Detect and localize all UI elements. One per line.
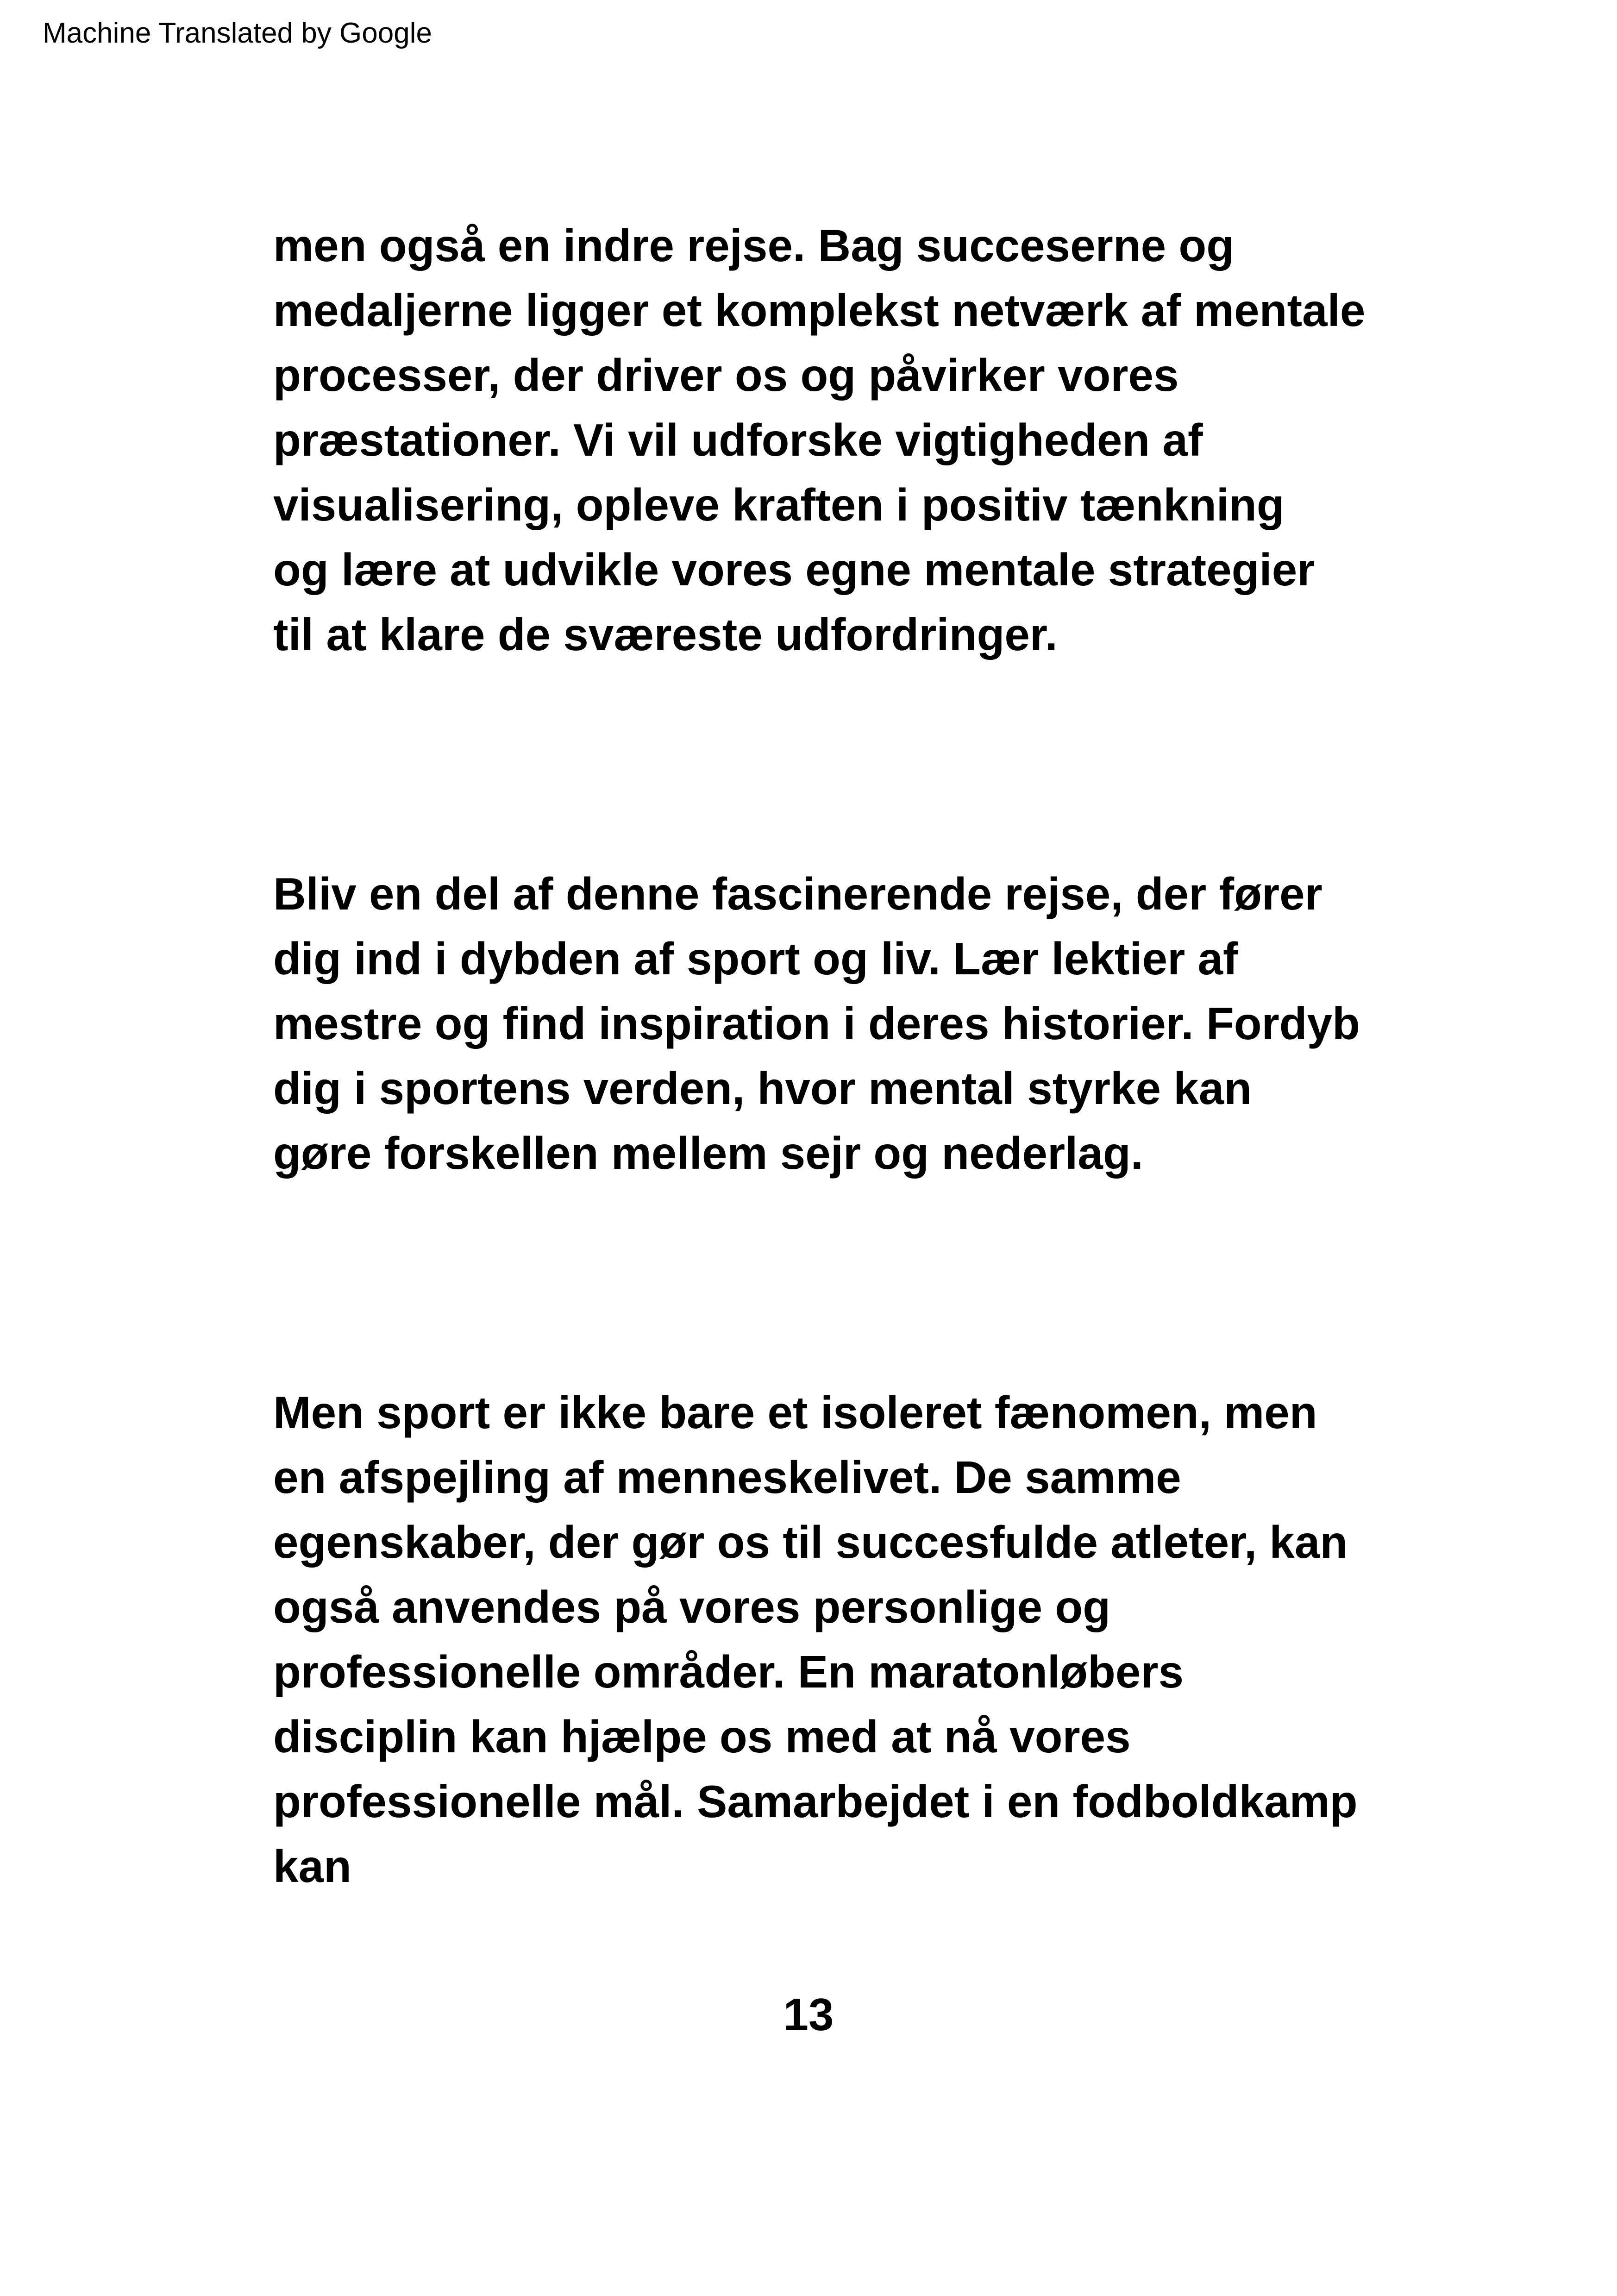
text-line: til at klare de sværeste udfordringer.: [273, 609, 1058, 660]
text-line: og lære at udvikle vores egne mentale strategier: [273, 544, 1315, 595]
text-line: kan: [273, 1841, 351, 1892]
text-line: dig i sportens verden, hvor mental styrke kan: [273, 1063, 1252, 1114]
text-line: en afspejling af menneskelivet. De samme: [273, 1452, 1181, 1503]
machine-translation-banner: Machine Translated by Google: [43, 17, 432, 49]
text-line: også anvendes på vores personlige og: [273, 1581, 1111, 1632]
text-line: disciplin kan hjælpe os med at nå vores: [273, 1711, 1131, 1762]
text-line: professionelle mål. Samarbejdet i en fodboldkamp: [273, 1776, 1358, 1827]
text-line: Men sport er ikke bare et isoleret fænomen, men: [273, 1387, 1317, 1438]
text-line: professionelle områder. En maratonløbers: [273, 1646, 1184, 1697]
paragraph-3: [273, 1380, 1358, 1899]
paragraph-2: [273, 861, 1360, 1186]
text-line: visualisering, opleve kraften i positiv tænkning: [273, 479, 1285, 530]
paragraph-1: [273, 213, 1365, 667]
text-line: præstationer. Vi vil udforske vigtigheden af: [273, 414, 1203, 465]
text-line: medaljerne ligger et komplekst netværk af mentale: [273, 285, 1366, 336]
text-line: men også en indre rejse. Bag succeserne og: [273, 220, 1235, 271]
text-line: processer, der driver os og påvirker vores: [273, 350, 1179, 401]
text-line: mestre og find inspiration i deres historier. Fordyb: [273, 998, 1360, 1049]
text-line: gøre forskellen mellem sejr og nederlag.: [273, 1128, 1143, 1179]
text-line: dig ind i dybden af sport og liv. Lær lektier af: [273, 933, 1238, 984]
page-number: 13: [783, 1989, 834, 2040]
text-line: Bliv en del af denne fascinerende rejse, der fører: [273, 868, 1322, 919]
text-line: egenskaber, der gør os til succesfulde atleter, kan: [273, 1517, 1348, 1568]
